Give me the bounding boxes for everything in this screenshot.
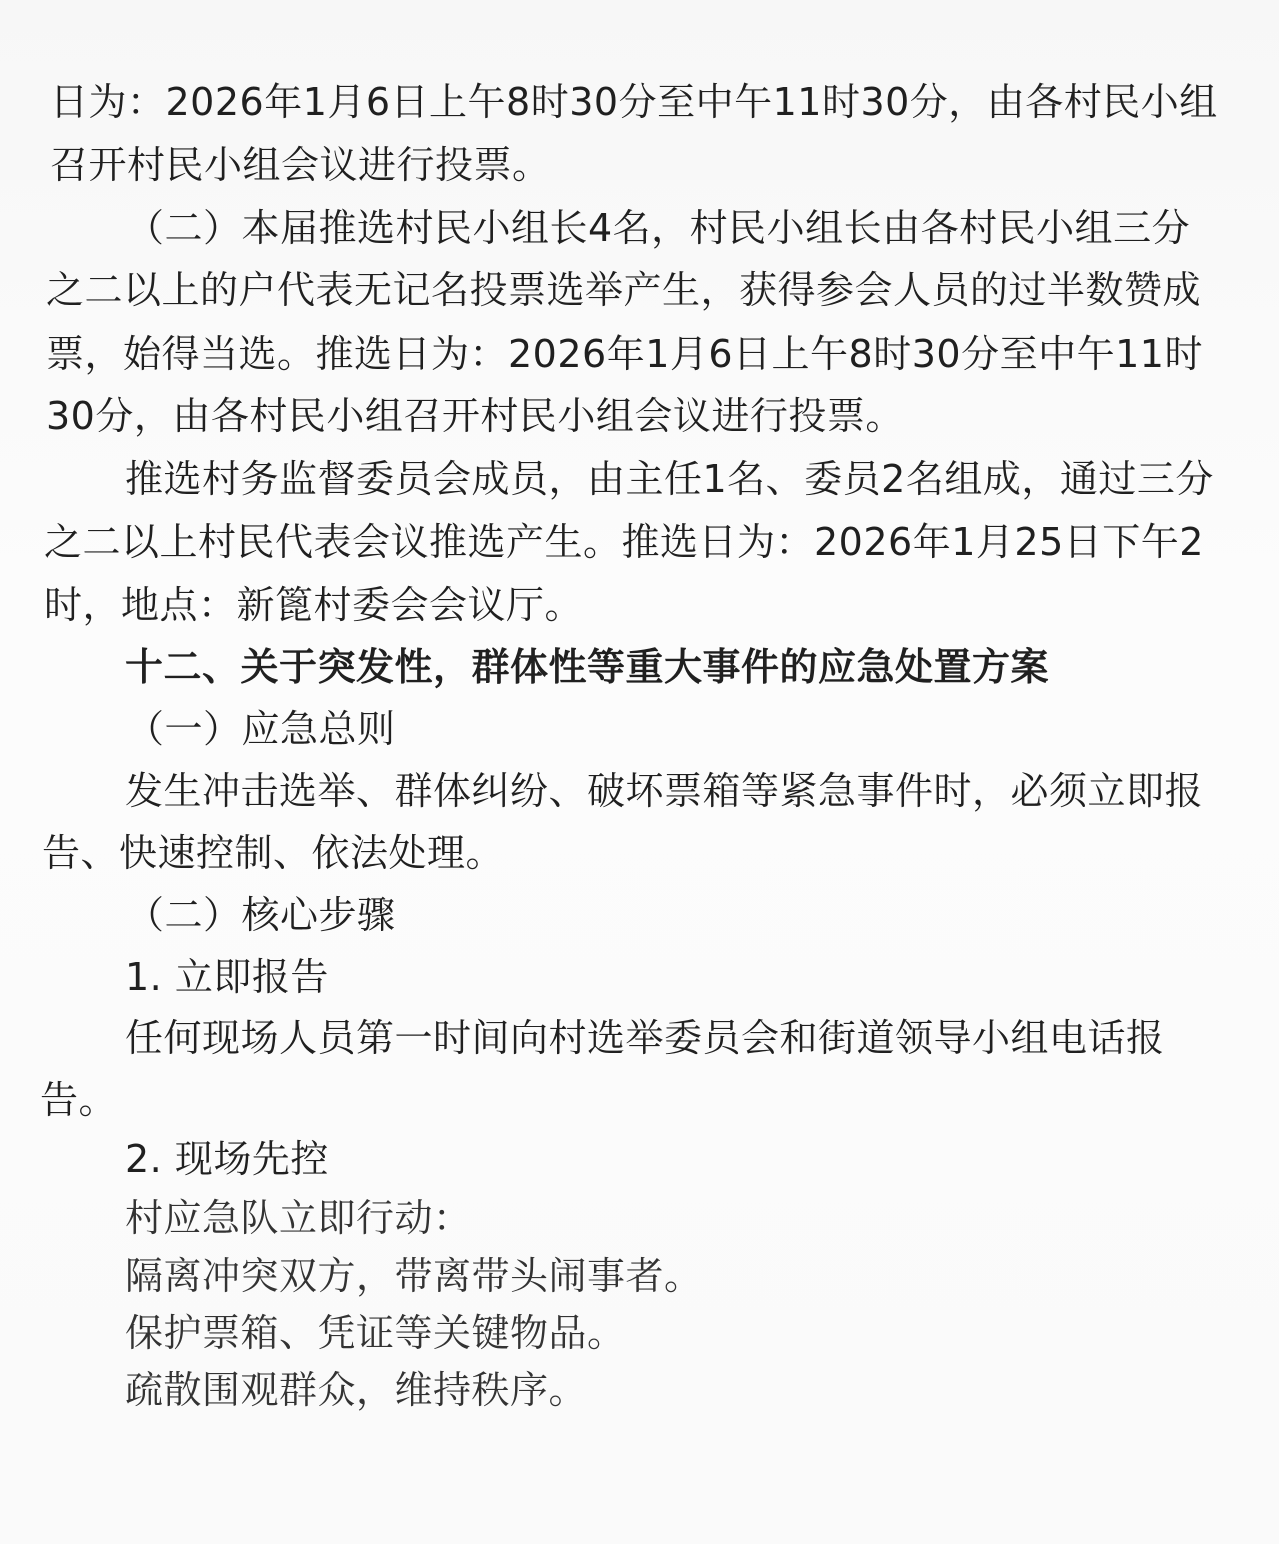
text-line: 时，地点：新篦村委会会议厅。 (44, 583, 584, 627)
subsection-heading: （一）应急总则 (126, 707, 396, 751)
list-item: 隔离冲突双方，带离带头闹事者。 (125, 1254, 703, 1298)
text-line: 发生冲击选举、群体纠纷、破坏票箱等紧急事件时，必须立即报 (125, 769, 1204, 813)
text-line: 之二以上的户代表无记名投票选举产生，获得参会人员的过半数赞成 (46, 268, 1202, 312)
text-line: 告、快速控制、依法处理。 (42, 831, 505, 875)
text-line: 召开村民小组会议进行投票。 (50, 143, 551, 187)
text-line: 之二以上村民代表会议推选产生。推选日为：2026年1月25日下午2 (44, 520, 1204, 564)
list-item: 保护票箱、凭证等关键物品。 (125, 1311, 626, 1355)
text-line: 日为：2026年1月6日上午8时30分至中午11时30分，由各村民小组 (50, 80, 1218, 124)
text-line: 村应急队立即行动： (125, 1196, 472, 1240)
list-item: 疏散围观群众，维持秩序。 (125, 1368, 588, 1412)
text-line: 票，始得当选。推选日为：2026年1月6日上午8时30分至中午11时 (46, 332, 1203, 376)
section-heading: 十二、关于突发性，群体性等重大事件的应急处置方案 (125, 645, 1050, 689)
step-heading: 1. 立即报告 (125, 955, 329, 999)
subsection-heading: （二）核心步骤 (126, 893, 396, 937)
text-line: （二）本届推选村民小组长4名，村民小组长由各村民小组三分 (126, 206, 1191, 250)
text-line: 30分，由各村民小组召开村民小组会议进行投票。 (46, 394, 904, 438)
text-line: 告。 (40, 1078, 118, 1122)
text-line: 推选村务监督委员会成员，由主任1名、委员2名组成，通过三分 (125, 457, 1214, 501)
text-line: 任何现场人员第一时间向村选举委员会和街道领导小组电话报 (125, 1016, 1165, 1060)
step-heading: 2. 现场先控 (125, 1137, 329, 1181)
